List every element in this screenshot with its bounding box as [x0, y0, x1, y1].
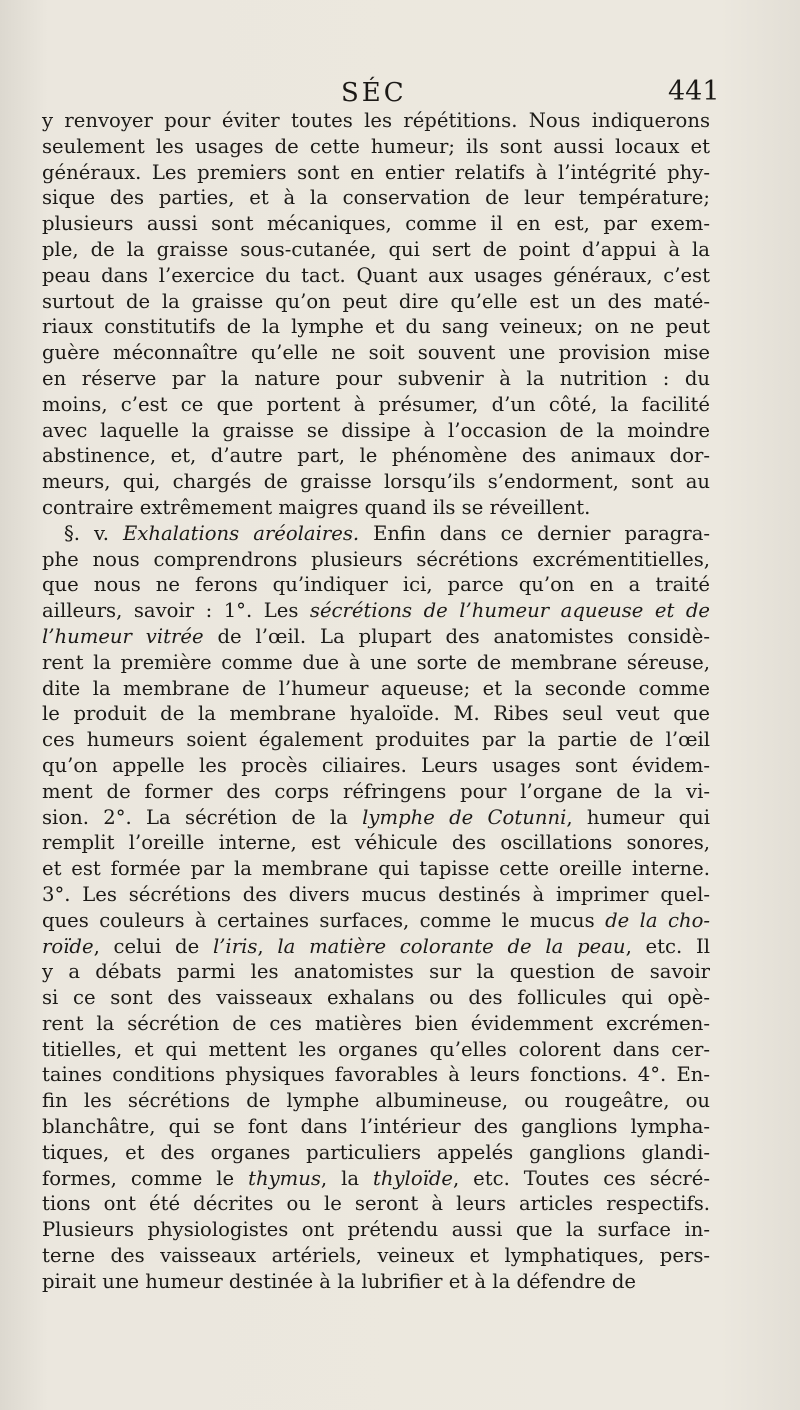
- text-line: avec laquelle la graisse se dissipe à l’occasion de la moindre: [42, 418, 710, 442]
- text-line: et est formée par la membrane qui tapisse cette oreille interne.: [42, 857, 710, 881]
- italic-term: roïde: [42, 934, 94, 958]
- italic-term: sécrétions de l’humeur aqueuse et de: [309, 599, 710, 623]
- running-head: SÉC: [341, 78, 407, 108]
- text-segment: , celui de: [93, 934, 213, 958]
- page-header: [0, 78, 800, 108]
- text-line: meurs, qui, chargés de graisse lorsqu’ils s’endorment, sont au: [42, 470, 710, 494]
- body-text: [42, 108, 710, 1295]
- text-line: tions ont été décrites ou le seront à leurs articles respectifs.: [42, 1192, 710, 1216]
- text-line: [42, 805, 710, 831]
- text-segment: ,: [257, 934, 278, 958]
- text-line: en réserve par la nature pour subvenir à la nutrition : du: [42, 366, 710, 390]
- text-segment: de l’œil. La plupart des anatomistes considè-: [203, 624, 711, 648]
- text-line: si ce sont des vaisseaux exhalans ou des follicules qui opè-: [42, 986, 710, 1010]
- text-line: surtout de la graisse qu’on peut dire qu’elle est un des maté-: [42, 289, 710, 313]
- text-line: y renvoyer pour éviter toutes les répétitions. Nous indiquerons: [42, 109, 710, 132]
- text-segment: ques couleurs à certaines surfaces, comme le mucus: [42, 908, 606, 932]
- text-segment: ailleurs, savoir : 1°. Les: [42, 599, 310, 623]
- text-line: tiques, et des organes particuliers appelés ganglions glandi-: [42, 1140, 710, 1164]
- italic-term: lymphe de Cotunni: [362, 805, 567, 829]
- page-number: 441: [668, 76, 720, 107]
- text-line: le produit de la membrane hyaloïde. M. Ribes seul veut que: [42, 702, 710, 726]
- text-line: [42, 908, 710, 934]
- text-line: Plusieurs physiologistes ont prétendu aussi que la surface in-: [42, 1218, 710, 1242]
- text-line: sique des parties, et à la conservation de leur température;: [42, 186, 710, 210]
- text-line: [42, 624, 710, 650]
- text-line: ple, de la graisse sous-cutanée, qui sert de point d’appui à la: [42, 237, 710, 261]
- text-line: [42, 598, 710, 624]
- text-line: dite la membrane de l’humeur aqueuse; et la seconde comme: [42, 676, 710, 700]
- text-line: taines conditions physiques favorables à leurs fonctions. 4°. En-: [42, 1063, 710, 1087]
- text-segment: , la: [320, 1166, 373, 1190]
- text-line: peau dans l’exercice du tact. Quant aux usages généraux, c’est: [42, 263, 710, 287]
- text-line: qu’on appelle les procès ciliaires. Leurs usages sont évidem-: [42, 753, 710, 777]
- text-line: blanchâtre, qui se font dans l’intérieur des ganglions lympha-: [42, 1115, 710, 1139]
- text-line: généraux. Les premiers sont en entier relatifs à l’intégrité phy-: [42, 160, 710, 184]
- text-line: moins, c’est ce que portent à présumer, d’un côté, la facilité: [42, 392, 710, 416]
- italic-term: de la cho-: [605, 908, 710, 932]
- text-line: ment de former des corps réfringens pour l’organe de la vi-: [42, 779, 710, 803]
- text-line: plusieurs aussi sont mécaniques, comme il en est, par exem-: [42, 212, 710, 236]
- text-line: titielles, et qui mettent les organes qu’elles colorent dans cer-: [42, 1037, 710, 1061]
- text-line: seulement les usages de cette humeur; ils sont aussi locaux et: [42, 134, 710, 158]
- text-line: que nous ne ferons qu’indiquer ici, parce qu’on en a traité: [42, 573, 710, 597]
- text-line: 3°. Les sécrétions des divers mucus destinés à imprimer quel-: [42, 882, 710, 906]
- italic-term: l’iris: [212, 934, 258, 958]
- text-line: pirait une humeur destinée à la lubrifier et à la défendre de: [42, 1269, 636, 1293]
- italic-term: thyloïde: [372, 1166, 454, 1190]
- italic-term: Exhalations aréolaires.: [123, 521, 360, 545]
- text-line: fin les sécrétions de lymphe albumineuse, ou rougeâtre, ou: [42, 1089, 710, 1113]
- text-line: terne des vaisseaux artériels, veineux et lymphatiques, pers-: [42, 1244, 710, 1268]
- text-line: guère méconnaître qu’elle ne soit souvent une provision mise: [42, 341, 710, 365]
- text-line: ces humeurs soient également produites par la partie de l’œil: [42, 728, 710, 752]
- text-line: rent la première comme due à une sorte de membrane séreuse,: [42, 650, 710, 674]
- text-line: phe nous comprendrons plusieurs sécrétions excrémentitielles,: [42, 547, 710, 571]
- text-line: [42, 521, 710, 547]
- text-segment: , humeur qui: [566, 805, 711, 829]
- text-line: rent la sécrétion de ces matières bien évidemment excrémen-: [42, 1011, 710, 1035]
- text-line: remplit l’oreille interne, est véhicule des oscillations sonores,: [42, 831, 710, 855]
- text-segment: §. v.: [64, 521, 123, 545]
- text-line: y a débats parmi les anatomistes sur la question de savoir: [42, 960, 710, 984]
- text-segment: formes, comme le: [42, 1166, 249, 1190]
- text-line: contraire extrêmement maigres quand ils se réveillent.: [42, 495, 591, 519]
- italic-term: thymus: [248, 1166, 321, 1190]
- italic-term: l’humeur vitrée: [42, 624, 204, 648]
- text-line: riaux constitutifs de la lymphe et du sang veineux; on ne peut: [42, 315, 710, 339]
- text-segment: Enfin dans ce dernier paragra-: [359, 521, 710, 545]
- text-line: abstinence, et, d’autre part, le phénomène des animaux dor-: [42, 444, 710, 468]
- italic-term: la matière colorante de la peau: [277, 934, 626, 958]
- text-line: [42, 934, 710, 960]
- text-segment: , etc. Il: [625, 934, 710, 958]
- text-line: [42, 1166, 710, 1192]
- text-segment: , etc. Toutes ces sécré-: [453, 1166, 710, 1190]
- text-segment: sion. 2°. La sécrétion de la: [42, 805, 363, 829]
